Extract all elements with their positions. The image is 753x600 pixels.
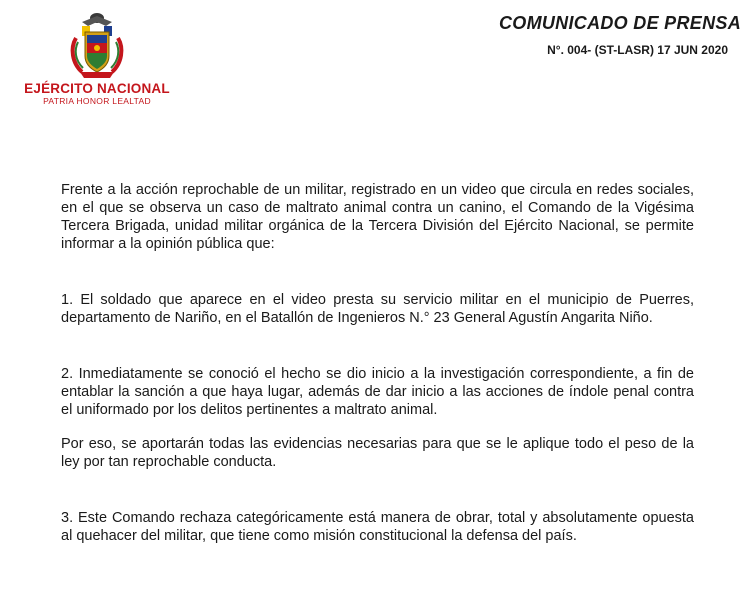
point-2-followup-paragraph: Por eso, se aportarán todas las evidencias necesarias para que se le aplique todo el peso de la ley por tan reprochable conducta. [61, 436, 694, 470]
point-2-paragraph: 2. Inmediatamente se conoció el hecho se dio inicio a la investigación correspondiente, a fin de entablar la sanción a que haya lugar, además de dar inicio a las acciones de índole penal contra el uniformado por los delitos pertinentes a maltrato animal. [61, 366, 694, 418]
logo-block [22, 8, 172, 106]
army-crest-icon [68, 8, 126, 80]
organization-name: EJÉRCITO NACIONAL [24, 81, 170, 96]
point-3-paragraph: 3. Este Comando rechaza categóricamente está manera de obrar, total y absolutamente opuesta al quehacer del militar, que tiene como misión constitucional la defensa del país. [61, 510, 694, 544]
document-type-title: COMUNICADO DE PRENSA [498, 13, 741, 33]
press-release-body [61, 181, 694, 545]
document-number: N°. 004- (ST-LASR) 17 JUN 2020 [547, 43, 728, 57]
organization-motto: PATRIA HONOR LEALTAD [43, 96, 151, 106]
intro-paragraph: Frente a la acción reprochable de un militar, registrado en un video que circula en redes sociales, en el que se observa un caso de maltrato animal contra un canino, el Comando de la Vigésima Tercera Brigada, unidad militar orgánica de la Tercera División del Ejército Nacional, se permite informar a la opinión pública que: [61, 182, 694, 252]
point-1-paragraph: 1. El soldado que aparece en el video presta su servicio militar en el municipio de Puerres, departamento de Nariño, en el Batallón de Ingenieros N.° 23 General Agustín Angarita Niño. [61, 292, 694, 326]
